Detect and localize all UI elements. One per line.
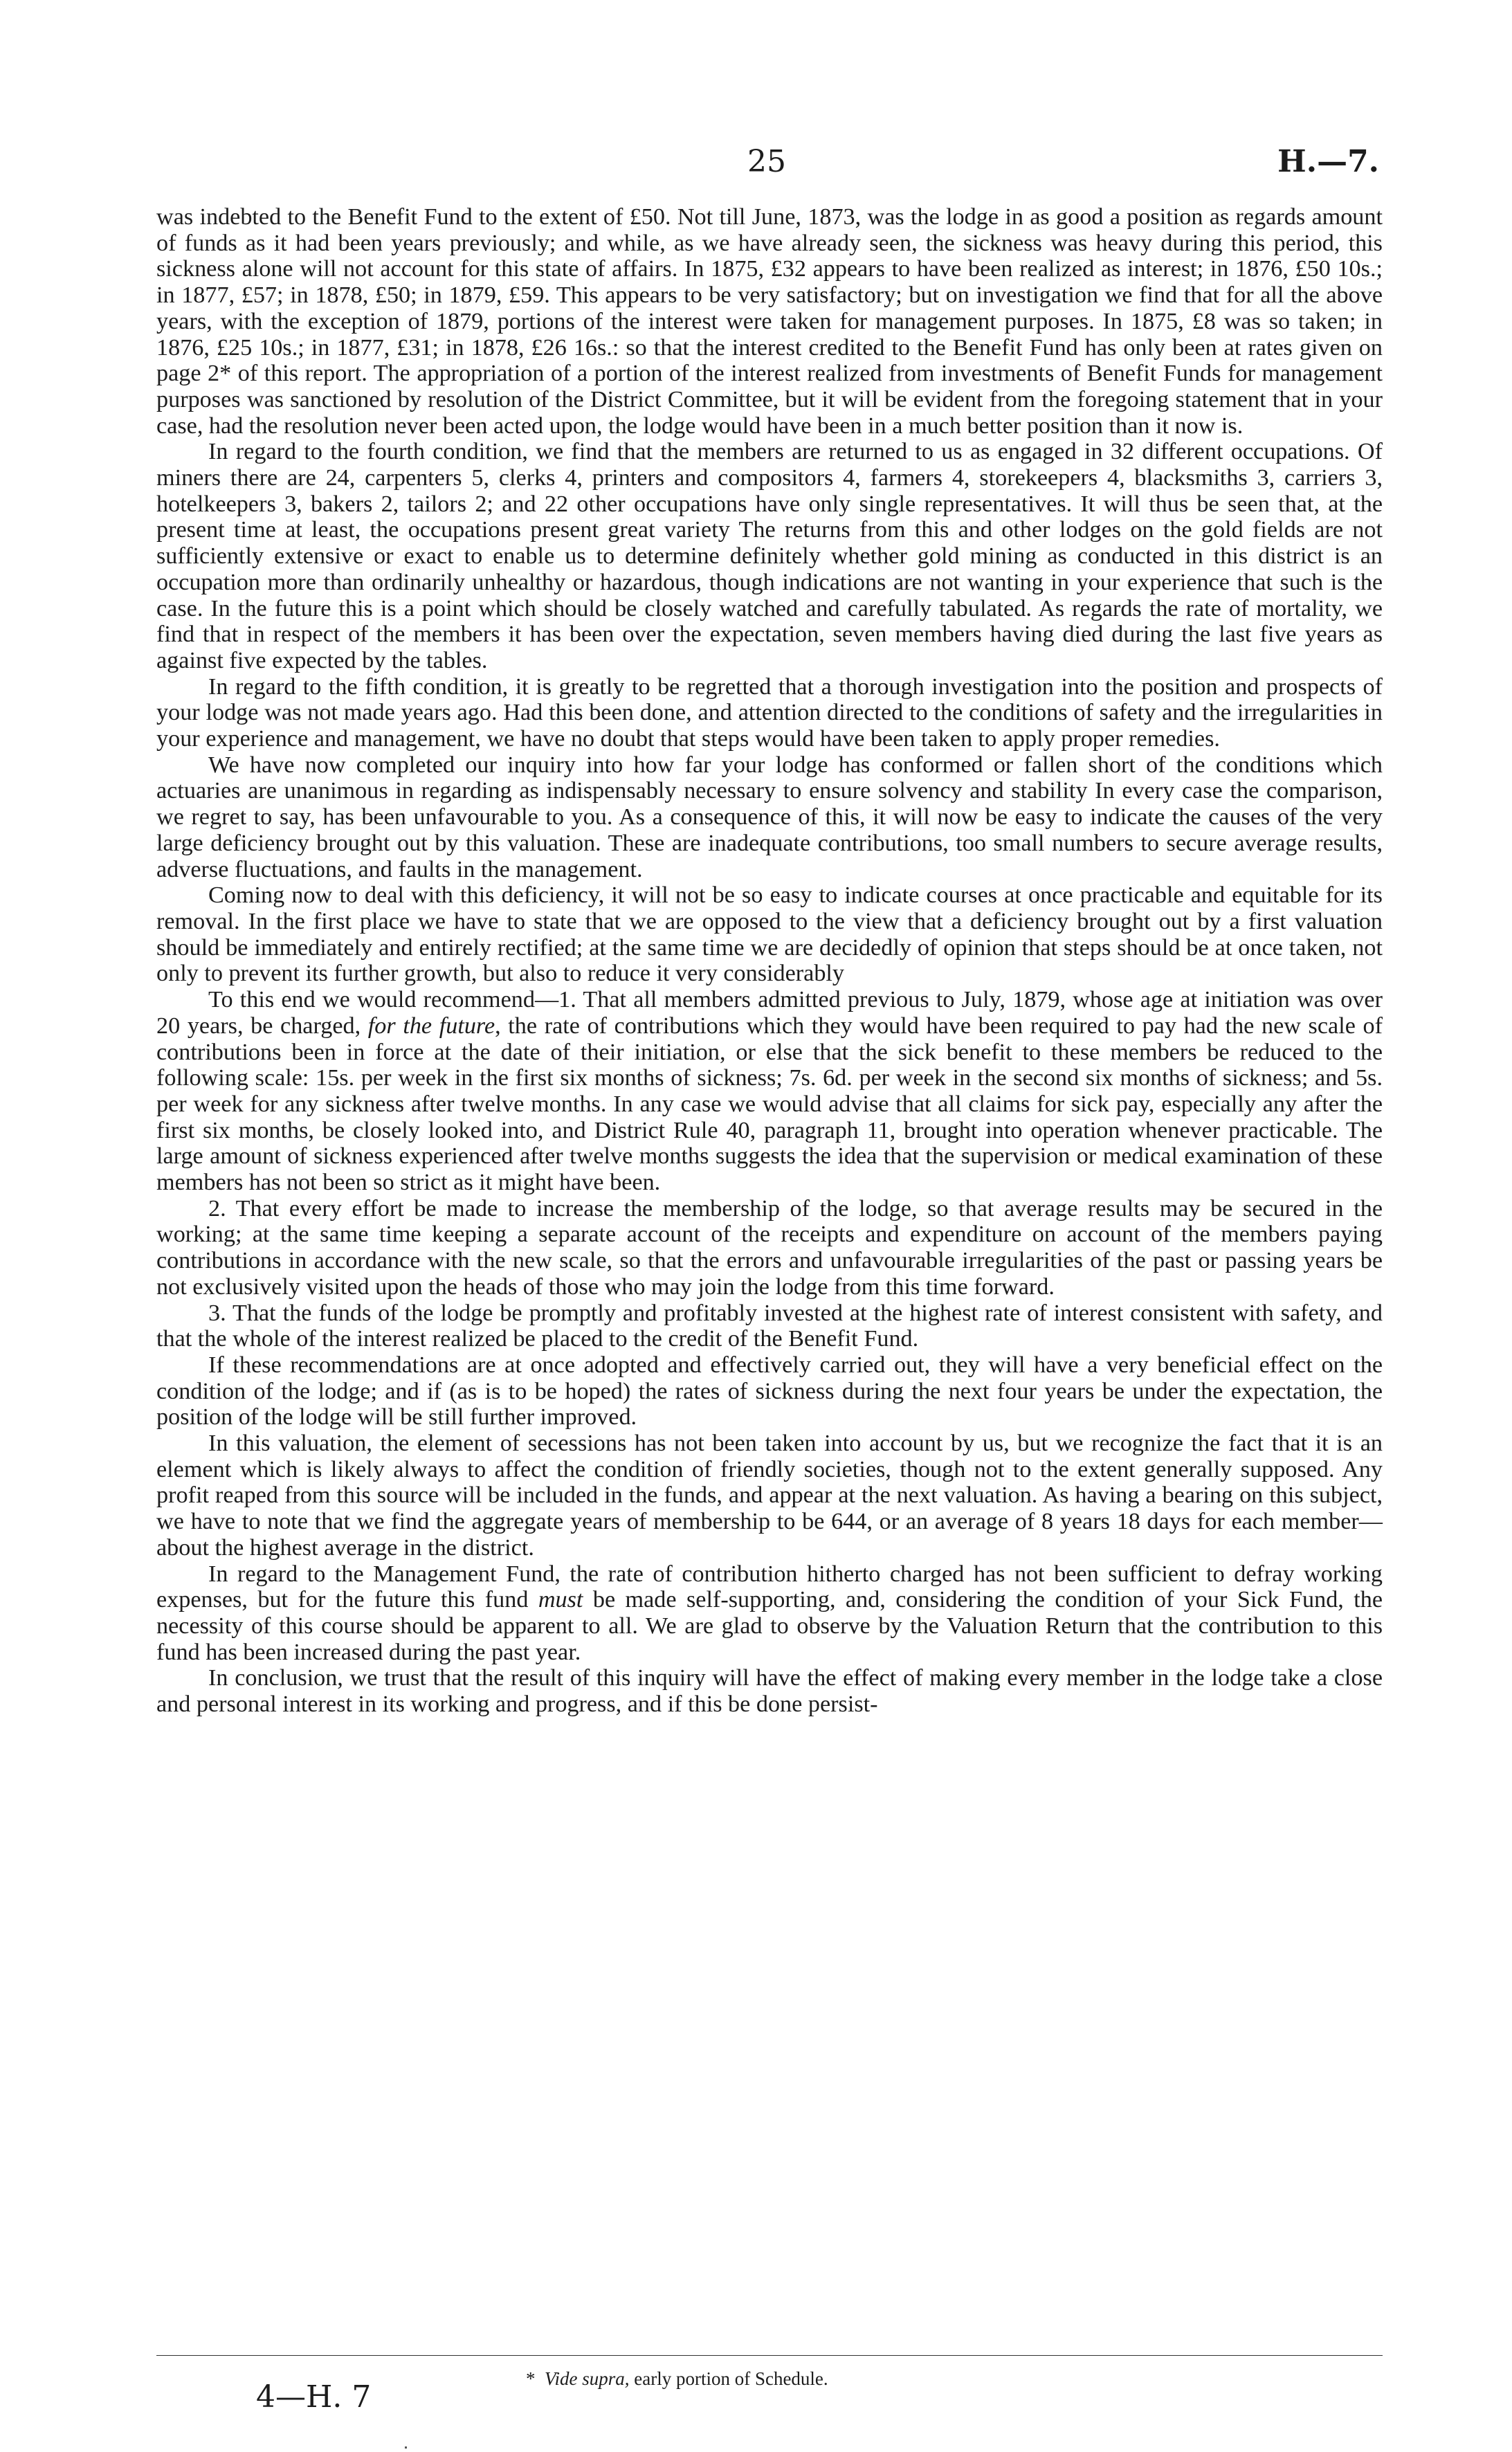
- management-italic: must: [538, 1587, 583, 1613]
- paragraph: was indebted to the Benefit Fund to the extent of £50. Not till June, 1873, was the lodge in as good a position as regards amount of funds as it had been years previously; and while, as we have already seen, the sickness was heavy during this period, this sickness alone will not account for this state of affairs. In 1875, £32 appears to have been realized as interest; in 1876, £50 10s.; in 1877, £57; in 1878, £50; in 1879, £59. This appears to be very satisfactory; but on investigation we find that for all the above years, with the exception of 1879, portions of the interest were taken for management purposes. In 1875, £8 was so taken; in 1876, £25 10s.; in 1877, £31; in 1878, £26 16s.: so that the interest credited to the Benefit Fund has only been at rates given on page 2* of this report. The appropriation of a portion of the interest realized from investments of Benefit Funds for management purposes was sanctioned by resolution of the District Committee, but it will be evident from the foregoing statement that in your case, had the resolution never been acted upon, the lodge would have been in a much better position than it now is.: [156, 204, 1383, 439]
- recommendation-text-end: , the rate of contributions which they would have been required to pay had the new scale of contributions been in force at the date of their initiation, or else that the sick benefit to these members be reduced to the following scale: 15s. per week in the first six months of sickness; 7s. 6d. per week in the second six months of sickness; and 5s. per week for any sickness after twelve months. In any case we would advise that all claims for sick pay, especially any after the first six months, be closely looked into, and District Rule 40, paragraph 11, brought into operation whenever practicable. The large amount of sickness experienced after twelve months suggests the idea that the supervision or medical examination of these members has not been so strict as it might have been.: [156, 1012, 1383, 1196]
- paragraph: 2. That every effort be made to increase the membership of the lodge, so that average results may be secured in the working; at the same time keeping a separate account of the receipts and expenditure on account of the members paying contributions in accordance with the new scale, so that the errors and unfavourable irregularities of the past or passing years be not exclusively visited upon the heads of those who may join the lodge from this time forward.: [156, 1195, 1383, 1300]
- management-text-start: In regard to the Management Fund, the rate of contribution hitherto charged has not been sufficient to defray working expenses, but for the future this fund: [156, 1561, 1383, 1613]
- page-number: 25: [747, 144, 786, 179]
- footnote-text: early portion of Schedule.: [634, 2368, 828, 2389]
- body-text: [156, 204, 1383, 1718]
- document-reference: H.—7.: [1277, 144, 1379, 179]
- recommendation-text-start: To this end we would recommend—1. That all members admitted previous to July, 1879, whose age at initiation was over 20 years, be charged,: [156, 987, 1383, 1039]
- paragraph: In regard to the fourth condition, we find that the members are returned to us as engaged in 32 different occupations. Of miners there are 24, carpenters 5, clerks 4, printers and compositors 4, farmers 4, storekeepers 4, blacksmiths 3, carriers 3, hotelkeepers 3, bakers 2, tailors 2; and 22 other occupations have only single representatives. It will thus be seen that, at the present time at least, the occupations present great variety The returns from this and other lodges on the gold fields are not sufficiently extensive or exact to enable us to determine definitely whether gold mining as conducted in this district is an occupation more than ordinarily unhealthy or hazardous, though indications are not wanting in your experience that such is the case. In the future this is a point which should be closely watched and carefully tabulated. As regards the rate of mortality, we find that in respect of the members it has been over the expectation, seven members having died during the last five years as against five expected by the tables.: [156, 439, 1383, 673]
- signature-mark: 4—H. 7: [256, 2379, 372, 2415]
- footnote-italic: Vide supra,: [545, 2368, 630, 2389]
- paragraph: Coming now to deal with this deficiency, it will not be so easy to indicate courses at once practicable and equitable for its removal. In the first place we have to state that we are opposed to the view that a deficiency brought out by a first valuation should be immediately and entirely rectified; at the same time we are decidedly of opinion that steps should be at once taken, not only to prevent its further growth, but also to reduce it very considerably: [156, 882, 1383, 987]
- paragraph: In regard to the fifth condition, it is greatly to be regretted that a thorough investigation into the position and prospects of your lodge was not made years ago. Had this been done, and attention directed to the conditions of safety and the irregularities in your experience and management, we have no doubt that steps would have been taken to apply proper remedies.: [156, 673, 1383, 752]
- ink-speck: [405, 2446, 407, 2449]
- footnote-divider: [156, 2355, 1383, 2356]
- footnote-marker: *: [526, 2368, 536, 2389]
- paragraph: We have now completed our inquiry into how far your lodge has conformed or fallen short of the conditions which actuaries are unanimous in regarding as indispensably necessary to ensure solvency and stability In every case the comparison, we regret to say, has been unfavourable to you. As a consequence of this, it will now be easy to indicate the causes of the very large deficiency brought out by this valuation. These are inadequate contributions, too small numbers to secure average results, adverse fluctuations, and faults in the management.: [156, 752, 1383, 882]
- management-paragraph: [156, 1561, 1383, 1666]
- paragraph: In this valuation, the element of secessions has not been taken into account by us, but we recognize the fact that it is an element which is likely always to affect the condition of friendly societies, though not to the extent generally supposed. Any profit reaped from this source will be included in the funds, and appear at the next valuation. As having a bearing on this subject, we have to note that we find the aggregate years of membership to be 644, or an average of 8 years 18 days for each member—about the highest average in the district.: [156, 1431, 1383, 1561]
- conclusion-paragraph: In conclusion, we trust that the result of this inquiry will have the effect of making every member in the lodge take a close and personal interest in its working and progress, and if this be done persist-: [156, 1665, 1383, 1718]
- management-text-end: be made self-supporting, and, considering the condition of your Sick Fund, the necessity of this course should be apparent to all. We are glad to observe by the Valuation Return that the contribution to this fund has been increased during the past year.: [156, 1587, 1383, 1665]
- recommendation-italic: for the future: [367, 1012, 495, 1039]
- footnote: [526, 2368, 828, 2390]
- recommendation-paragraph: [156, 987, 1383, 1196]
- paragraph: If these recommendations are at once adopted and effectively carried out, they will have a very beneficial effect on the condition of the lodge; and if (as is to be hoped) the rates of sickness during the next four years be under the expectation, the position of the lodge will be still further improved.: [156, 1352, 1383, 1431]
- paragraph: 3. That the funds of the lodge be promptly and profitably invested at the highest rate of interest consistent with safety, and that the whole of the interest realized be placed to the credit of the Benefit Fund.: [156, 1300, 1383, 1352]
